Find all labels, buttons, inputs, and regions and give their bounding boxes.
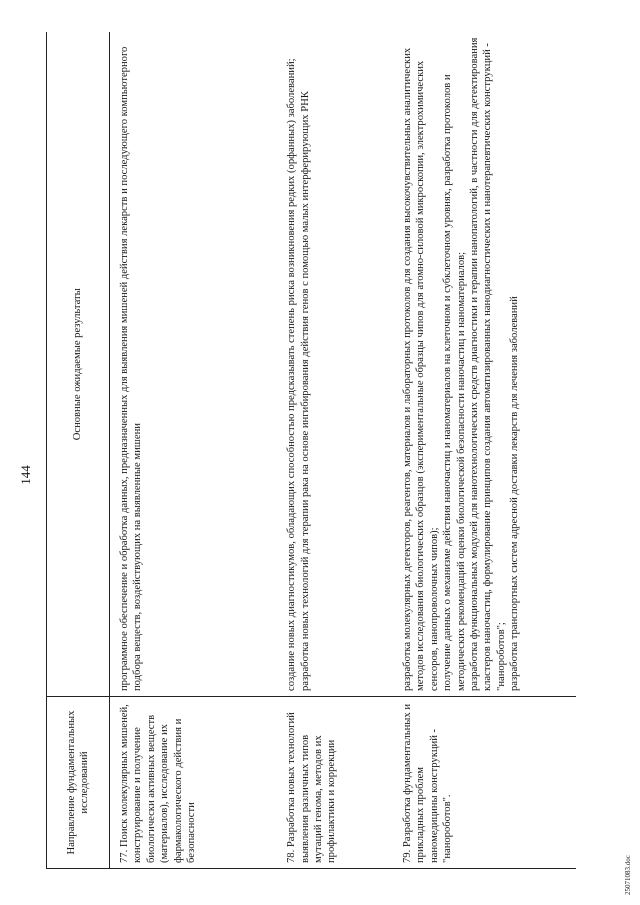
result-item: получение данных о механизме действия наночастиц и наноматериалов на клеточном и субклеточном уровнях, разработка протоколов и методических рекомендаций оценки биологической безопасности наночастиц и наноматериалов; — [442, 74, 467, 691]
direction-cell: 79. Разработка фундаментальных и прикладных проблем наномедицины конструкций - "нанороботов". — [393, 697, 576, 869]
results-cell — [277, 33, 393, 697]
results-table — [46, 33, 576, 870]
result-item: разработка молекулярных детекторов, реагентов, материалов и лабораторных протоколов для создания высокочувствительных аналитических методов исследования биологических образцов (экспериментальные образцы чипов для атомно-силовой микроскопии, электрохимических сенсоров, нанопроволочных чипов); — [402, 47, 440, 691]
table-row — [277, 33, 393, 869]
result-item: разработка функциональных модулей для нанотехнологических средств диагностики и терапии нанопатологий, в частности для детектирования кластеров наночастиц, формулирование принципов создания автоматизированных нанодиагностических и нанотерапевтических конструкций - "нанороботов"; — [469, 37, 507, 691]
results-cell — [393, 33, 576, 697]
result-item: создание новых диагностикумов, обладающих способностью предсказывать степень риска возникновения редких (орфанных) заболеваний; — [286, 58, 298, 691]
results-cell — [110, 33, 278, 697]
table-row — [110, 33, 278, 869]
result-item: разработка новых технологий для терапии рака на основе ингибирования действия генов с помощью малых интерферирующих РНК — [299, 91, 311, 691]
result-item: разработка транспортных систем адресной доставки лекарств для лечения заболеваний — [509, 296, 521, 691]
direction-cell: 77. Поиск молекулярных мишеней, конструирование и получение биологически активных веществ (материалов), исследование их фармакологического действия и безопасности — [110, 697, 278, 869]
table-header-row — [47, 33, 110, 869]
header-results: Основные ожидаемые результаты — [47, 33, 110, 697]
direction-cell: 78. Разработка новых технологий выявления различных типов мутаций генома, методов их профилактики и коррекции — [277, 697, 393, 869]
result-item: программное обеспечение и обработка данных, предназначенных для выявления мишеней действия лекарств и последующего компьютерного подбора веществ, воздействующих на выявленные мишени — [119, 46, 144, 691]
footer-document-code: 25071083.doc — [624, 855, 632, 895]
table-row — [393, 33, 576, 869]
page-number: 144 — [18, 465, 33, 485]
header-direction: Направление фундаментальных исследований — [47, 697, 110, 869]
